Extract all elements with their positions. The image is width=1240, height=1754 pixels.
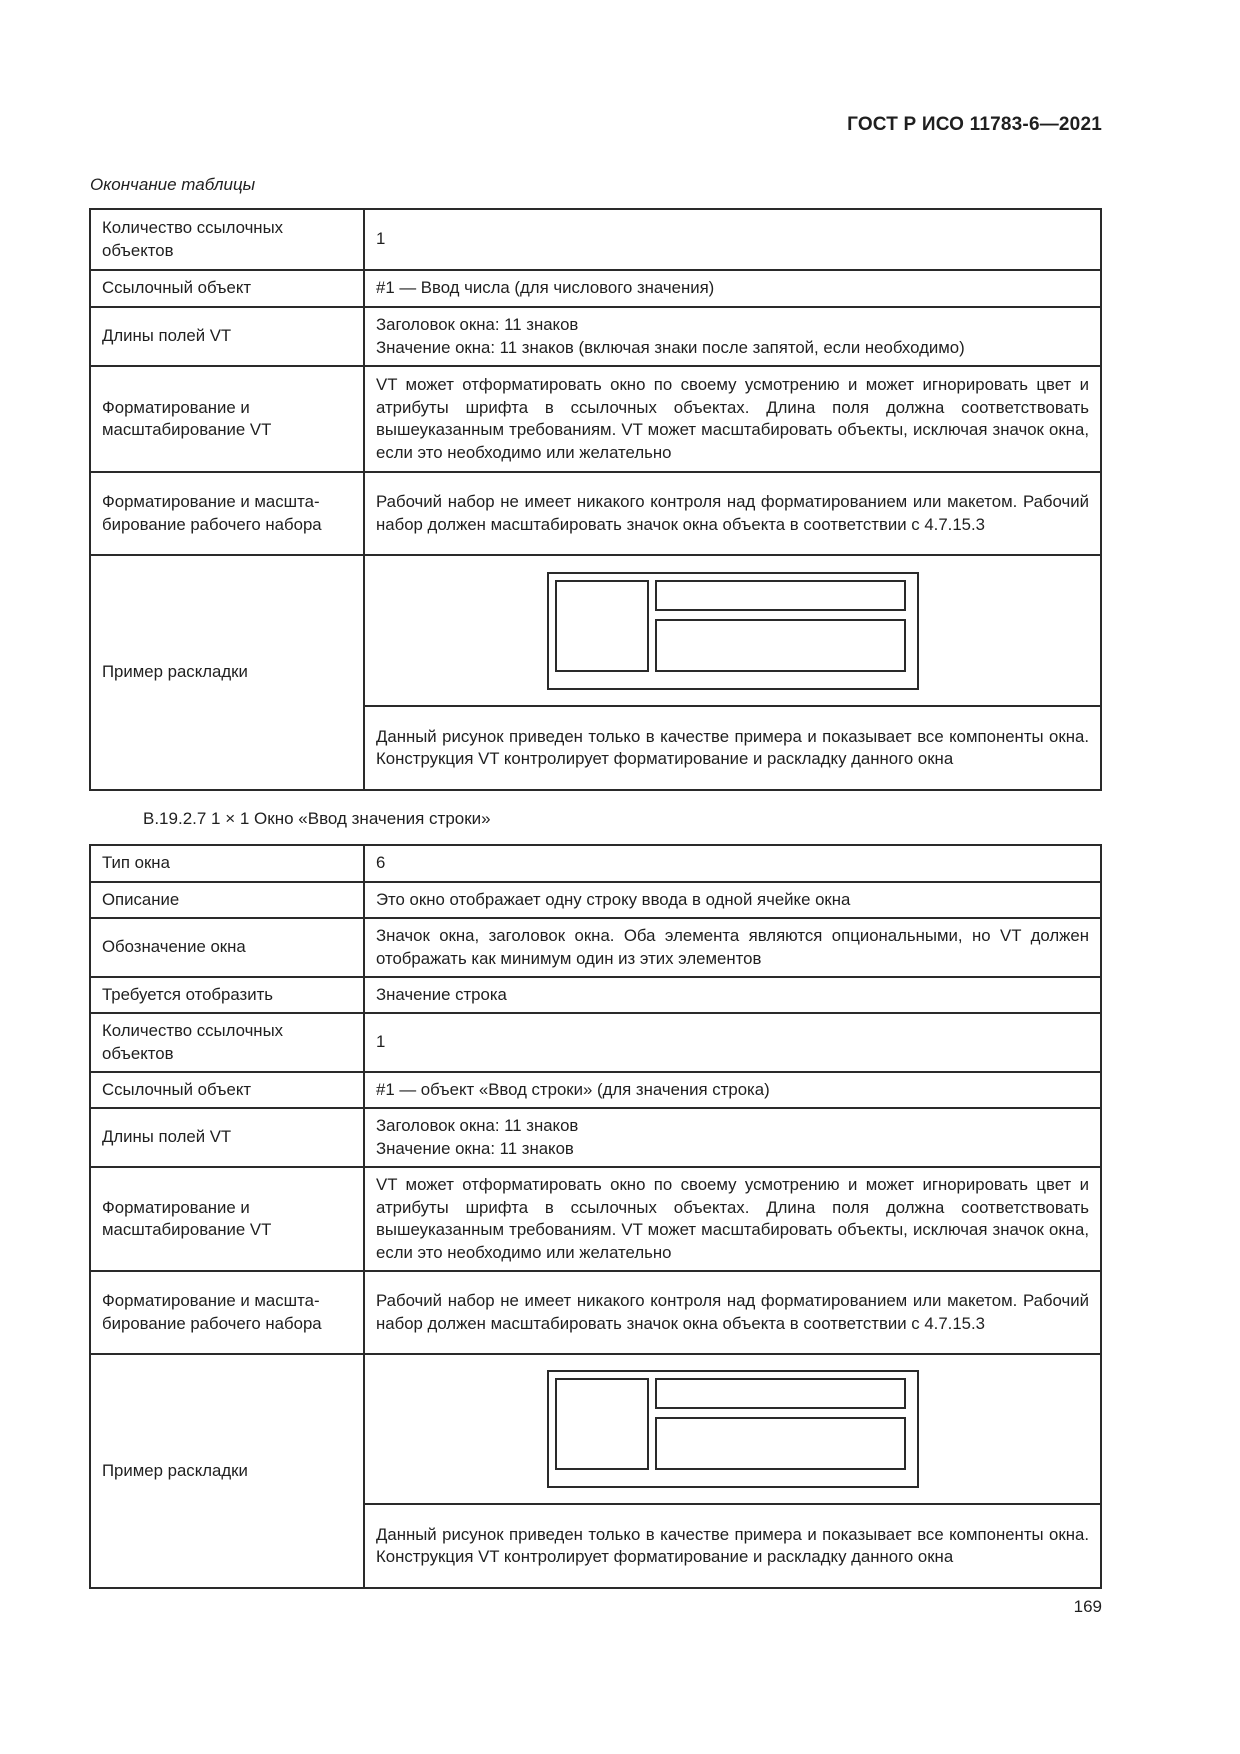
row-value: #1 — объект «Ввод строки» (для значения строка) <box>364 1072 1101 1108</box>
window-icon-box <box>556 1379 648 1469</box>
row-label: Количество ссылочных объектов <box>90 209 364 270</box>
row-label: Длины полей VT <box>90 307 364 366</box>
table-row <box>90 307 1101 366</box>
table-row <box>90 1271 1101 1354</box>
row-value <box>364 1108 1101 1167</box>
spec-table-2 <box>89 844 1102 1589</box>
table-row <box>90 270 1101 307</box>
row-label: Ссылочный объект <box>90 1072 364 1108</box>
row-label: Форматирование и масштабирование VT <box>90 1167 364 1271</box>
table-row <box>90 845 1101 882</box>
row-value: VT может отформатировать окно по своему усмотрению и может игнорировать цвет и атрибуты шрифта в ссылочных объектах. Длина поля должна соответствовать вышеуказанным требованиям. VT может масштабировать объекты, исключая значок окна, если это необходимо или желательно <box>364 1167 1101 1271</box>
layout-note: Данный рисунок приведен только в качестве примера и показывает все компоненты окна. Конструкция VT контролирует форматирование и раскладку данного окна <box>364 706 1101 790</box>
value-line: Заголовок окна: 11 знаков <box>376 315 579 334</box>
value-line: Значение окна: 11 знаков (включая знаки после запятой, если необходимо) <box>376 337 965 357</box>
row-label: Пример раскладки <box>90 1354 364 1588</box>
layout-note: Данный рисунок приведен только в качестве примера и показывает все компоненты окна. Конструкция VT контролирует форматирование и раскладку данного окна <box>364 1504 1101 1588</box>
row-label: Обозначение окна <box>90 918 364 977</box>
row-value: Значение строка <box>364 977 1101 1013</box>
row-label: Длины полей VT <box>90 1108 364 1167</box>
row-value: VT может отформатировать окно по своему усмотрению и может игнорировать цвет и атрибуты шрифта в ссылочных объектах. Длина поля должна соответствовать вышеуказанным требованиям. VT может масштабировать объекты, исключая значок окна, если это необходимо или желательно <box>364 366 1101 472</box>
row-value: 6 <box>364 845 1101 882</box>
layout-example-figure <box>547 572 919 690</box>
layout-example-figure <box>547 1370 919 1488</box>
value-line: Значение окна: 11 знаков <box>376 1138 574 1158</box>
row-label: Форматирование и масштабирование VT <box>90 366 364 472</box>
row-value: Рабочий набор не имеет никакого контроля над форматированием или макетом. Рабочий набор должен масштабировать значок окна объекта в соответствии с 4.7.15.3 <box>364 472 1101 555</box>
page-number: 169 <box>1073 1597 1102 1616</box>
window-icon-box <box>556 581 648 671</box>
row-label: Требуется отобразить <box>90 977 364 1013</box>
document-code-header: ГОСТ Р ИСО 11783-6—2021 <box>847 114 1102 135</box>
window-title-box <box>656 581 905 610</box>
row-value: Рабочий набор не имеет никакого контроля над форматированием или макетом. Рабочий набор должен масштабировать значок окна объекта в соответствии с 4.7.15.3 <box>364 1271 1101 1354</box>
section-heading: В.19.2.7 1 × 1 Окно «Ввод значения строки» <box>143 809 491 828</box>
table-row <box>90 1072 1101 1108</box>
table-row <box>90 366 1101 472</box>
table-row <box>90 472 1101 555</box>
row-value <box>364 307 1101 366</box>
window-title-box <box>656 1379 905 1408</box>
row-label: Тип окна <box>90 845 364 882</box>
row-value: 1 <box>364 1013 1101 1072</box>
row-label: Форматирование и масштабирование рабочего набора <box>90 472 364 555</box>
table-row <box>90 882 1101 918</box>
row-value: #1 — Ввод числа (для числового значения) <box>364 270 1101 307</box>
spec-table-1 <box>89 208 1102 791</box>
layout-example-figure-cell <box>364 1354 1101 1504</box>
table-row <box>90 918 1101 977</box>
table-row <box>90 1354 1101 1504</box>
row-label: Ссылочный объект <box>90 270 364 307</box>
window-value-box <box>656 620 905 671</box>
row-label: Форматирование и масштабирование рабочего набора <box>90 1271 364 1354</box>
table-row <box>90 1108 1101 1167</box>
table-row <box>90 977 1101 1013</box>
window-value-box <box>656 1418 905 1469</box>
row-label: Описание <box>90 882 364 918</box>
table-caption: Окончание таблицы <box>90 175 256 194</box>
table-row <box>90 1013 1101 1072</box>
table-row <box>90 555 1101 706</box>
row-label: Пример раскладки <box>90 555 364 790</box>
row-value: Значок окна, заголовок окна. Оба элемента являются опциональными, но VT должен отображать как минимум один из этих элементов <box>364 918 1101 977</box>
row-value: Это окно отображает одну строку ввода в одной ячейке окна <box>364 882 1101 918</box>
row-value: 1 <box>364 209 1101 270</box>
layout-example-figure-cell <box>364 555 1101 706</box>
table-row <box>90 1167 1101 1271</box>
row-label: Количество ссылочных объектов <box>90 1013 364 1072</box>
value-line: Заголовок окна: 11 знаков <box>376 1116 579 1135</box>
table-row <box>90 209 1101 270</box>
